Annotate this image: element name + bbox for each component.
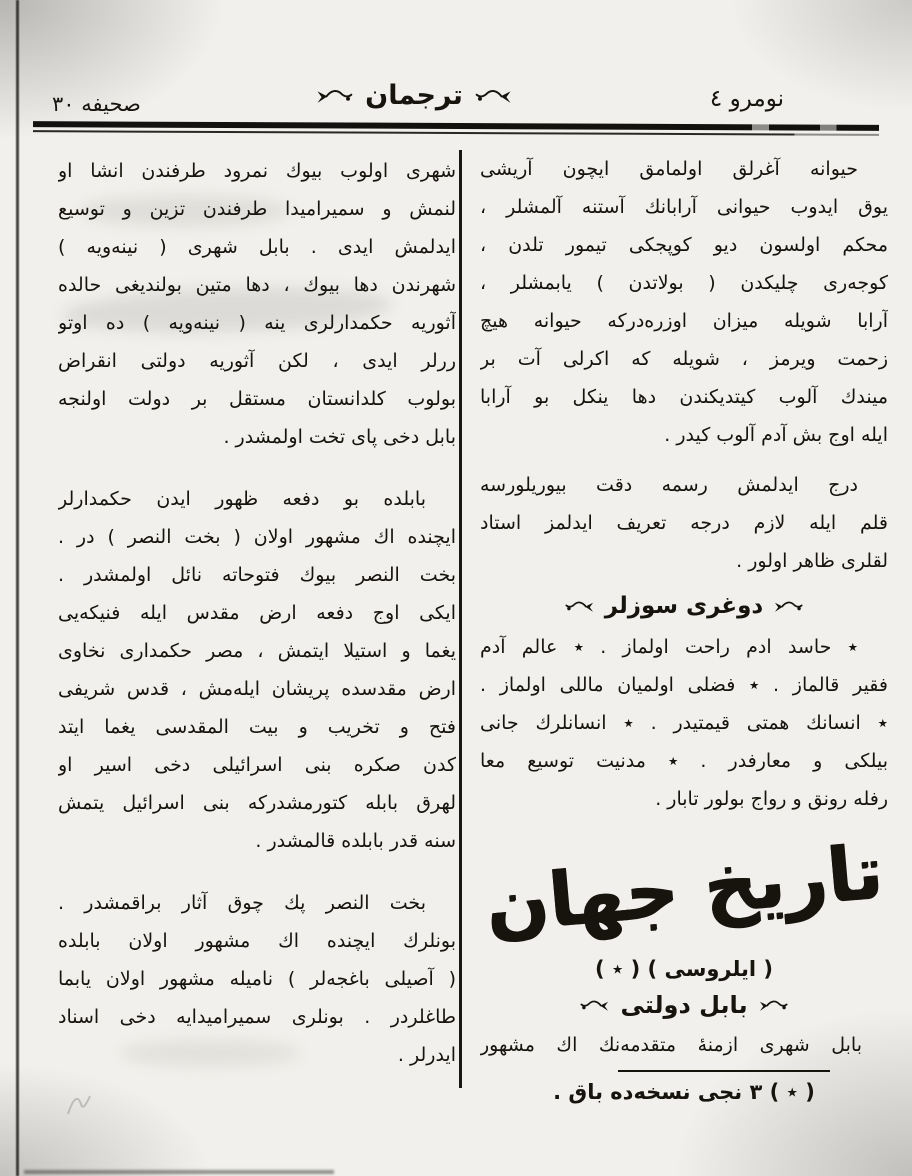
text-line: حيوانه آغرلق اولمامق ايچون آريشى — [480, 158, 858, 180]
aphorisms-paragraph — [480, 628, 888, 818]
header-rule-thin — [33, 130, 879, 136]
text-line: كدن صكره بنى اسرائيلى دخى اسير او — [58, 754, 456, 776]
text-line: بخت النصر پك چوق آثار براقمشدر . — [58, 892, 426, 914]
text-line: يوق ايدوب حيوانى آرابانك آستنه آلمشلر ، — [480, 196, 888, 218]
floral-ornament-icon — [758, 998, 788, 1012]
text-line: ررلر ايدى ، لكن آثوريه دولتى انقراض — [58, 350, 456, 372]
floral-ornament-icon — [565, 599, 595, 613]
text-line: لقلرى ظاهر اولور . — [736, 550, 888, 572]
page-number: صحيفه ٣٠ — [52, 92, 141, 116]
body-paragraph — [58, 480, 456, 860]
text-line: شهرندن دها بيوك ، دها متين بولنديغى حالده — [58, 274, 456, 296]
text-line: درج ايدلمش رسمه دقت بيوريلورسه — [480, 474, 858, 496]
body-paragraph — [58, 884, 456, 1074]
left-column — [58, 152, 456, 1074]
issue-number: نومرو ٤ — [709, 86, 784, 112]
body-paragraph — [58, 152, 456, 456]
text-line: ايله اوج بش آدم آلوب كيدر . — [664, 424, 888, 446]
body-paragraph — [480, 466, 888, 580]
text-line: زحمت ويرمز ، شويله كه اكرلى آت بر — [480, 348, 888, 370]
text-line: بولوب كلدانستان مستقل بر دولت اولنجه — [58, 388, 456, 410]
scan-edge-line — [16, 0, 19, 1176]
floral-ornament-icon — [580, 998, 610, 1012]
text-line: فقير قالماز . ٭ فضلى اولميان ماللى اولماز . — [480, 674, 888, 696]
text-line: ٭ حاسد ادم راحت اولماز . ٭ عالم آدم — [480, 636, 858, 658]
text-line: ايدلمش ايدى . بابل شهرى ( نينه‌ويه ) — [58, 236, 456, 258]
header-rule-thick — [33, 121, 879, 131]
footnote-rule — [618, 1070, 830, 1072]
masthead-title: ترجمان — [365, 80, 463, 111]
section-heading-label: بابل دولتى — [620, 991, 748, 1019]
text-line: سنه قدر بابلده قالمشدر . — [255, 830, 456, 852]
article-title-tarih-i-cihan: تاريخ جهان — [481, 828, 887, 950]
column-divider — [459, 150, 462, 1088]
text-line: بونلرك ايچنده اك مشهور اولان بابلده — [58, 930, 456, 952]
text-line: بابلده بو دفعه ظهور ايدن حكمدارلر — [58, 488, 426, 510]
text-line: فتح و تخريب و بيت المقدسى يغما ايتد — [58, 716, 456, 738]
pencil-scribble — [66, 1088, 100, 1118]
text-line: رفله رونق و رواج بولور تابار . — [655, 788, 888, 810]
article-opening-line: بابل شهرى ازمنهٔ متقدمه‌نك اك مشهور — [480, 1034, 862, 1056]
section-heading-babil-devleti — [480, 988, 888, 1022]
text-line: قلم ايله لازم درجه تعريف ايدلمز استاد — [480, 512, 888, 534]
floral-ornament-icon — [315, 87, 353, 104]
text-line: لنمش و سميراميدا طرفندن تزين و توسيع — [58, 198, 456, 220]
header-rule — [33, 121, 879, 136]
floral-ornament-icon — [475, 87, 513, 104]
text-line: كوجه‌رى چليكدن ( بولاتدن ) يابمشلر ، — [480, 272, 888, 294]
text-line: بيلكى و معارفدر . ٭ مدنيت توسيع معا — [480, 750, 888, 772]
text-line: ايكى اوج دفعه ارض مقدس ايله فنيكه‌يى — [58, 602, 456, 624]
text-line: طاغلردر . بونلرى سميراميدايه دخى اسناد — [58, 1006, 456, 1028]
right-column — [480, 150, 888, 1108]
text-line: بابل دخى پاى تخت اولمشدر . — [223, 426, 456, 448]
text-line: ارض مقدسده پريشان ايله‌مش ، قدس شريفى — [58, 678, 456, 700]
text-line: ايدرلر . — [397, 1044, 456, 1066]
text-line: ايچنده اك مشهور اولان ( بخت النصر ) در . — [58, 526, 456, 548]
text-line: بخت النصر بيوك فتوحاته نائل اولمشدر . — [58, 564, 456, 586]
text-line: محكم اولسون ديو كوپجكى تيمور تلدن ، — [480, 234, 888, 256]
section-heading-dogru-sozler — [480, 588, 888, 624]
text-line: يغما و استيلا ايتمش ، مصر حكمدارى نخاوى — [58, 640, 456, 662]
text-line: لهرق بابله كتورمشدركه بنى اسرائيل يتمش — [58, 792, 456, 814]
text-line: شهرى اولوب بيوك نمرود طرفندن انشا او — [58, 160, 456, 182]
continuation-note: ( ايلروسى ) ( ٭ ) — [594, 957, 774, 981]
scan-bottom-smear — [24, 1170, 334, 1174]
floral-ornament-icon — [773, 599, 803, 613]
text-line: ميندك آلوب كيتديكندن دها ينكل بو آرابا — [480, 386, 888, 408]
text-line: ( آصيلى باغجه‌لر ) ناميله مشهور اولان يابما — [58, 968, 456, 990]
text-line: آرابا شويله ميزان اوزره‌دركه حيوانه هيچ — [480, 310, 888, 332]
body-paragraph — [480, 150, 888, 454]
footnote: ( ٭ ) ٣ نجى نسخه‌ده باق . — [553, 1080, 815, 1104]
text-line: ٭ انسانك همتى قيمتيدر . ٭ انسانلرك جانى — [480, 712, 888, 734]
text-line: آثوريه حكمدارلرى ينه ( نينه‌ويه ) ده اوتو — [58, 312, 456, 334]
section-heading-label: دوغرى سوزلر — [604, 593, 764, 619]
